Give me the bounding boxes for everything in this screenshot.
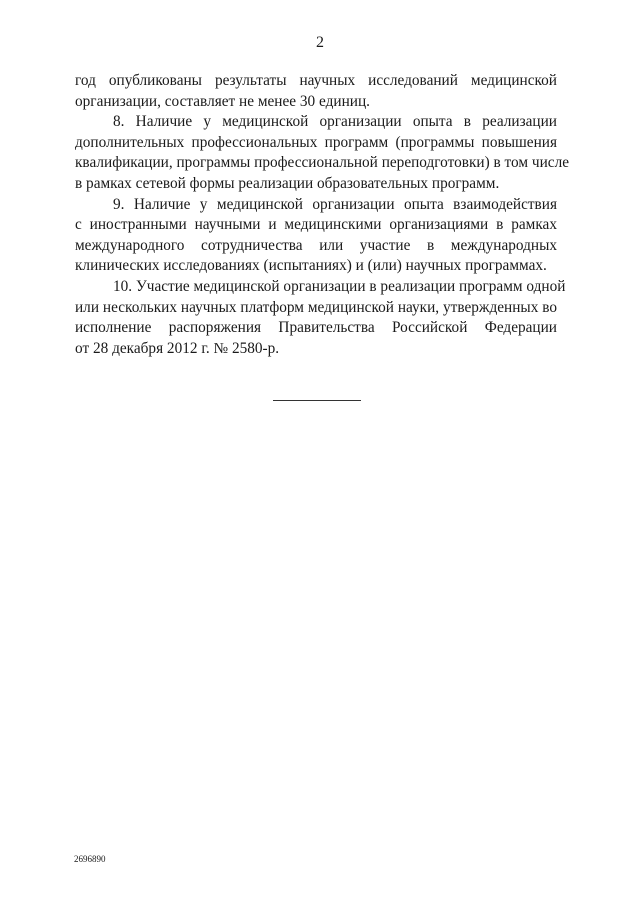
paragraph-item-8-line-4: в рамках сетевой формы реализации образовательных программ.: [75, 174, 500, 192]
paragraph-item-9-line-1: 9. Наличие у медицинской организации опыта взаимодействия: [113, 195, 557, 213]
end-divider: [273, 400, 361, 401]
page-number: 2: [316, 34, 324, 51]
paragraph-item-9-line-4: клинических исследованиях (испытаниях) и (или) научных программах.: [75, 257, 547, 275]
paragraph-item-8-line-2: дополнительных профессиональных программ (программы повышения: [75, 133, 557, 151]
paragraph-item-10-line-4: от 28 декабря 2012 г. № 2580-р.: [75, 339, 280, 357]
paragraph-continuation-line-2: организации, составляет не менее 30 единиц.: [75, 92, 370, 110]
document-code: 2696890: [74, 854, 106, 864]
paragraph-item-10-line-1: 10. Участие медицинской организации в реализации программ одной: [113, 277, 566, 295]
paragraph-continuation-line-1: год опубликованы результаты научных исследований медицинской: [75, 72, 557, 89]
paragraph-item-10-line-2: или нескольких научных платформ медицинской науки, утвержденных во: [75, 298, 557, 316]
paragraph-item-8-line-1: 8. Наличие у медицинской организации опыта в реализации: [113, 113, 557, 131]
document-body: [75, 71, 569, 359]
paragraph-item-10-line-3: исполнение распоряжения Правительства Российской Федерации: [75, 319, 557, 337]
paragraph-item-9-line-2: с иностранными научными и медицинскими организациями в рамках: [75, 216, 557, 234]
paragraph-item-8-line-3: квалификации, программы профессиональной переподготовки) в том числе: [75, 154, 569, 172]
paragraph-item-9-line-3: международного сотрудничества или участие в международных: [75, 236, 557, 254]
